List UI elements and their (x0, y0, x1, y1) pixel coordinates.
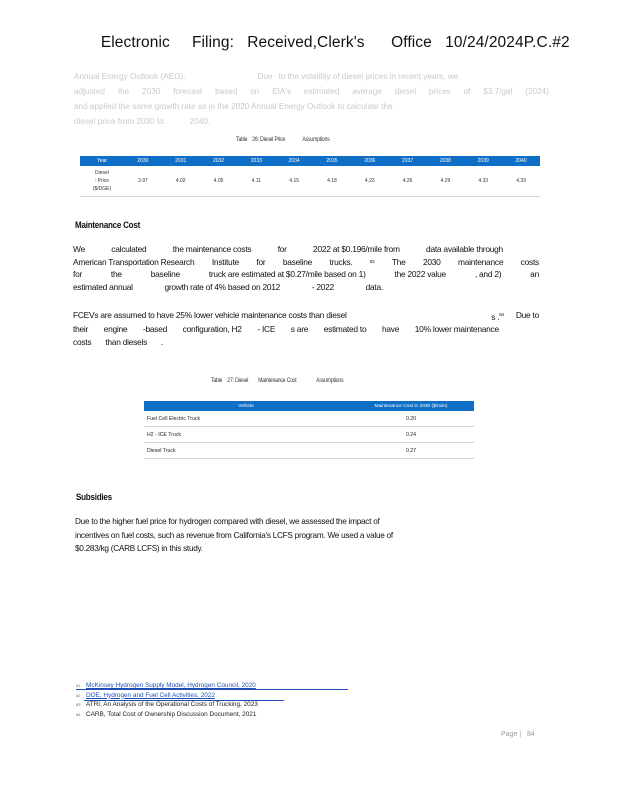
table-cell: 4.05 (200, 166, 238, 197)
para-text: s . (491, 311, 500, 322)
header-word: Filing: (191, 34, 234, 51)
para-word: on (250, 87, 260, 96)
para-text: than diesels (105, 336, 148, 347)
maintenance-paragraph-2 (73, 309, 539, 348)
header-word: Received,Clerk's (247, 34, 365, 51)
footnote-number: 83 (76, 702, 81, 707)
para-word: We (73, 244, 85, 254)
maintenance-cost-table (144, 401, 474, 459)
para-word: (2024) (525, 87, 549, 96)
table-cell: 4.33 (502, 166, 540, 197)
footnote-link[interactable]: McKinsey Hydrogen Supply Model, Hydrogen Council, 2020 (86, 682, 256, 689)
table-26-caption: Table 26: Diesel Price Assumptions (236, 136, 330, 143)
column-header: 2034 (275, 156, 313, 166)
para-word: - ICE (257, 324, 276, 335)
para-word: 2022 at $0.196/mile from (313, 244, 400, 254)
column-header: 2031 (162, 156, 200, 166)
footnote-text: CARB, Total Cost of Ownership Discussion Document, 2021 (86, 710, 257, 718)
para-text: $0.283/kg (CARB LCFS) in this study. (75, 544, 203, 553)
para-word: the maintenance costs (172, 244, 252, 254)
column-header: 2032 (200, 156, 238, 166)
para-word: average (352, 87, 382, 96)
table-cell: 4.29 (427, 166, 465, 197)
intro-text: diesel price from 2030 to (74, 117, 164, 126)
row-label: Diesel : Price ($/DGE) (80, 166, 124, 197)
para-text: incentives on fuel costs, such as revenue from California's LCFS program. We used a value of (75, 530, 393, 540)
para-text: . (161, 336, 164, 347)
vehicle-cell: H2 - ICE Truck (144, 427, 348, 443)
maintenance-paragraph-1 (73, 243, 539, 293)
table-row (144, 427, 474, 443)
table-cell: 3.97 (124, 166, 162, 197)
cost-cell: 0.27 (348, 443, 474, 459)
para-word: baseline (282, 256, 313, 267)
page-number: Page | 84 (501, 731, 535, 738)
para-word: estimated annual (73, 281, 133, 292)
section-title-maintenance: Maintenance Cost (75, 220, 141, 231)
column-header: 2033 (237, 156, 275, 166)
table-cell: 4.26 (389, 166, 427, 197)
filing-header (92, 16, 570, 52)
para-word: their (73, 324, 89, 335)
footnote-number: 81 (76, 683, 81, 688)
para-word: growth rate of 4% based on 2012 (164, 281, 281, 292)
footnote (76, 700, 258, 710)
para-word: - 2022 (311, 281, 334, 292)
header-word: Office (391, 34, 432, 51)
intro-paragraph (74, 69, 549, 129)
table-cell: 4.18 (313, 166, 351, 197)
para-word: of (463, 87, 471, 96)
para-word: prices (428, 87, 451, 96)
column-header: 2037 (389, 156, 427, 166)
column-header-vehicle: Vehicle (144, 401, 348, 411)
intro-text: and applied the same growth rate as in the 2020 Annual Energy Outlook to calculate the (74, 102, 393, 111)
intro-text: 2040. (189, 117, 211, 126)
intro-text: Annual Energy Outlook (AEO). (74, 72, 186, 81)
table-cell: 4.02 (162, 166, 200, 197)
table-row (80, 166, 540, 197)
para-text: Due to the higher fuel price for hydrogen compared with diesel, we assessed the impact of (75, 517, 380, 526)
footnote[interactable] (76, 691, 258, 701)
para-word: 2030 (422, 256, 441, 267)
column-header-cost: Maintenance Cost in 2030 ($/mile) (348, 401, 474, 411)
column-header: Year (80, 156, 124, 166)
table-cell: 4.23 (351, 166, 389, 197)
column-header: 2030 (124, 156, 162, 166)
vehicle-cell: Diesel Truck (144, 443, 348, 459)
para-text: FCEVs are assumed to have 25% lower vehicle maintenance costs than diesel (73, 310, 347, 320)
para-word: estimated to (323, 324, 367, 335)
table-header-row (80, 156, 540, 166)
footnote (76, 710, 258, 720)
para-word: EIA's (272, 87, 292, 96)
table-row (144, 443, 474, 459)
para-word: American Transportation Research (73, 256, 195, 267)
para-word: estimated (303, 87, 340, 96)
vehicle-cell: Fuel Cell Electric Truck (144, 411, 348, 427)
para-word: adjusted (74, 87, 105, 96)
para-word: data available through (426, 244, 503, 254)
para-word: , and 2) (474, 269, 502, 279)
para-word: diesel (394, 87, 417, 96)
intro-line (74, 84, 549, 99)
para-word: s are (290, 324, 309, 335)
para-word: based (215, 87, 238, 96)
para-word: for (73, 269, 83, 279)
para-word: truck are estimated at $0.27/mile based on 1) (208, 269, 366, 279)
para-word: 2030 (142, 87, 161, 96)
footnote-ref: 84 (499, 312, 504, 317)
intro-text: to the volatility of diesel prices in recent years, we (278, 72, 459, 81)
para-word: maintenance (458, 256, 504, 267)
para-word: baseline (150, 269, 180, 279)
intro-text: Due (257, 72, 273, 81)
table-cell: 4.15 (275, 166, 313, 197)
para-word: have (381, 324, 400, 335)
column-header: 2039 (464, 156, 502, 166)
footnote-number: 82 (76, 692, 81, 698)
column-header: 2036 (351, 156, 389, 166)
header-date: 10/24/2024P.C.#2 (445, 34, 570, 51)
para-word: for (256, 256, 266, 267)
header-word: Electronic (100, 34, 170, 51)
cost-cell: 0.20 (348, 411, 474, 427)
footnote-link[interactable]: DOE, Hydrogen and Fuel Cell Activities, 2022 (86, 691, 215, 699)
footnote[interactable] (76, 681, 258, 691)
column-header: 2038 (427, 156, 465, 166)
footnote-text: ATRI, An Analysis of the Operational Costs of Trucking, 2023 (86, 701, 258, 708)
para-word: 10% lower maintenance (414, 324, 499, 335)
para-word: the 2022 value (394, 269, 446, 279)
para-word: forecast (173, 87, 203, 96)
section-title-subsidies: Subsidies (76, 492, 112, 503)
para-word: costs (520, 256, 539, 267)
para-word: trucks. (329, 256, 353, 267)
para-word: the (110, 269, 122, 279)
table-27-caption: Table 27: Diesel Maintenance Cost Assumptions (211, 377, 344, 384)
para-word: calculated (111, 244, 147, 254)
para-word: the (117, 87, 130, 96)
diesel-price-table (80, 156, 540, 197)
cost-cell: 0.24 (348, 427, 474, 443)
para-word: an (530, 269, 539, 279)
column-header: 2035 (313, 156, 351, 166)
para-word: $3.7/gal (483, 87, 513, 96)
footnote-ref: 83 (369, 258, 375, 264)
para-text: Due to (515, 310, 539, 320)
para-word: The (391, 256, 406, 267)
para-word: for (277, 244, 287, 254)
para-word: engine (103, 324, 128, 335)
column-header: 2040 (502, 156, 540, 166)
para-word: configuration, H2 (182, 324, 242, 335)
para-word: data. (365, 281, 383, 292)
table-cell: 4.11 (237, 166, 275, 197)
table-row (144, 411, 474, 427)
footnote-number: 84 (76, 711, 81, 717)
para-text: costs (73, 336, 92, 347)
para-word: Institute (211, 256, 239, 267)
table-header-row (144, 401, 474, 411)
para-word: -based (142, 324, 168, 335)
footnotes (76, 681, 258, 719)
subsidies-paragraph (75, 515, 393, 556)
table-cell: 4.33 (464, 166, 502, 197)
